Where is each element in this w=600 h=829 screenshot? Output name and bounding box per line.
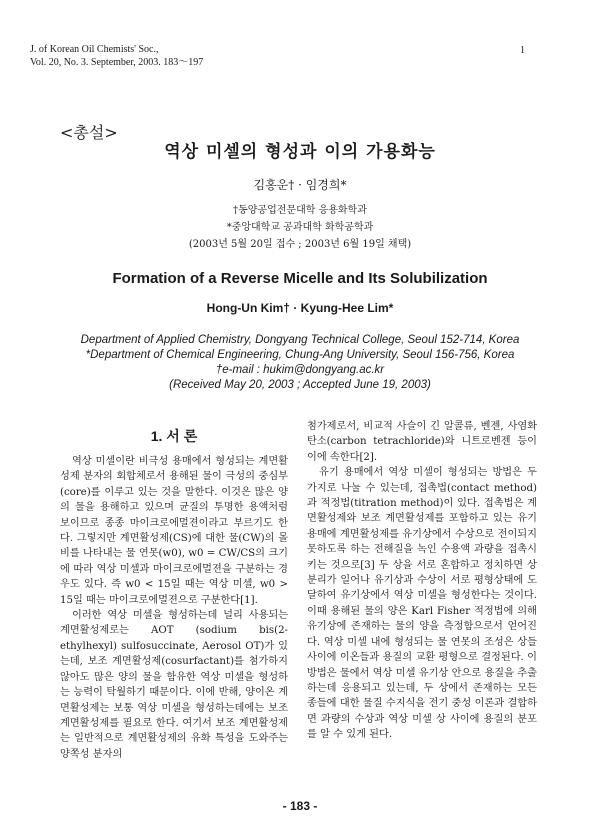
korean-affiliation-1: †동양공업전문대학 응용화학과 <box>233 205 367 216</box>
paragraph: 이러한 역상 미셀을 형성하는데 널리 사용되는 계면활성제로는 AOT (sodium bis(2-ethylhexyl) sulfosuccinate, Aerosol OT)가 있는데, 보조 계면활성제(cosurfactant)를 첨가하지 않아도 많은 양의 물을 함유한 역상 미셀을 형성하는 능력이 탁월하기 때문이다. 이에 반해, 양이온 계면활성제는 보통 역상 미셀을 형성하는데에는 보조 계면활성제를 필요로 한다. 여기서 보조 계면활성제는 일반적으로 계면활성제의 유화 특성을 도와주는 양쪽성 분자의 <box>60 610 288 760</box>
paragraph: 첨가제로서, 비교적 사슬이 긴 알콜류, 벤젠, 사염화탄소(carbon tetrachloride)와 니트로벤젠 등이 이에 속한다[2]. <box>307 421 537 463</box>
korean-title: 역상 미셀의 형성과 이의 가용화능 <box>164 142 436 162</box>
korean-authors: 김홍운† · 임경희* <box>253 178 347 192</box>
english-affiliation-2: *Department of Chemical Engineering, Chung-Ang University, Seoul 156-756, Korea <box>85 349 515 361</box>
section-tag: <총설> <box>60 123 118 142</box>
journal-line-1: J. of Korean Oil Chemists' Soc., <box>30 44 159 55</box>
page-number: 1 <box>520 45 525 56</box>
footer-page-number: - 183 - <box>282 799 318 813</box>
right-column <box>307 419 537 743</box>
journal-line-2: Vol. 20, No. 3. September, 2003. 183～197 <box>30 57 204 68</box>
korean-dates: (2003년 5월 20일 접수 ; 2003년 6월 19일 채택) <box>188 239 412 250</box>
paragraph: 역상 미셀이란 비극성 용매에서 형성되는 계면활성제 분자의 회합체로서 용해된 물이 극성의 중심부(core)를 이루고 있는 것을 말한다. 이것은 많은 양의 물을 용해하고 있으며 균질의 투명한 용액처럼 보이므로 종종 마이크로에멀젼이라고 부르기도 한다. 그렇지만 계면활성제(CS)에 대한 물(CW)의 몰비를 나타내는 물 연못(w0), w0 = CW/CS의 크기에 따라 역상 미셀과 마이크로에멀젼을 구분하는 경우도 있다. 즉 w0 < 15일 때는 역상 미셀, w0 > 15일 때는 마이크로에멀젼으로 구분한다[1]. <box>60 456 288 606</box>
journal-citation <box>30 43 203 69</box>
korean-affiliation-2: *중앙대학교 공과대학 화학공학과 <box>226 222 374 233</box>
paragraph: 유기 용매에서 역상 미셀이 형성되는 방법은 두 가지로 나눌 수 있는데, 접촉법(contact method)과 적정법(titration method)이 있다. 접촉법은 계면활성제와 보조 계면활성제를 포함하고 있는 유기 용매에 계면활성제를 유기상에서 수상으로 전이되지 못하도록 하는 전해질을 녹인 수용액 과량을 접촉시키는 것으로[3] 두 상을 서로 혼합하고 정치하면 상 분리가 일어나 유기상과 수상이 서로 평형상태에 도달하여 유기상에서 역상 미셀을 형성한다는 것이다. 이때 용해된 물의 양은 Karl Fisher 적정법에 의해 유기상에 존재하는 물의 양을 측정함으로서 얻어진다. 역상 미셀 내에 형성되는 물 연못의 조성은 상들 사이에 이온들과 용질의 교환 평형으로 결정된다. 이 방법은 물에서 역상 미셀 유기상 안으로 용질을 추출하는데 응용되고 있는데, 두 상에서 존재하는 모든 종들에 대한 물질 수지식을 전기 중성 이론과 결합하면 과량의 수상과 역상 미셀 상 사이에 용질의 분포를 알 수 있게 된다. <box>307 467 537 741</box>
section-heading-introduction: 1. 서 론 <box>150 428 198 444</box>
left-column <box>60 454 288 762</box>
english-dates: (Received May 20, 2003 ; Accepted June 19, 2003) <box>169 379 431 391</box>
english-affiliation-1: Department of Applied Chemistry, Dongyang Technical College, Seoul 152-714, Korea <box>80 334 520 346</box>
english-title: Formation of a Reverse Micelle and Its Solubilization <box>112 270 488 287</box>
english-email: †e-mail : hukim@dongyang.ac.kr <box>215 364 385 376</box>
english-authors: Hong-Un Kim† · Kyung-Hee Lim* <box>206 301 394 315</box>
